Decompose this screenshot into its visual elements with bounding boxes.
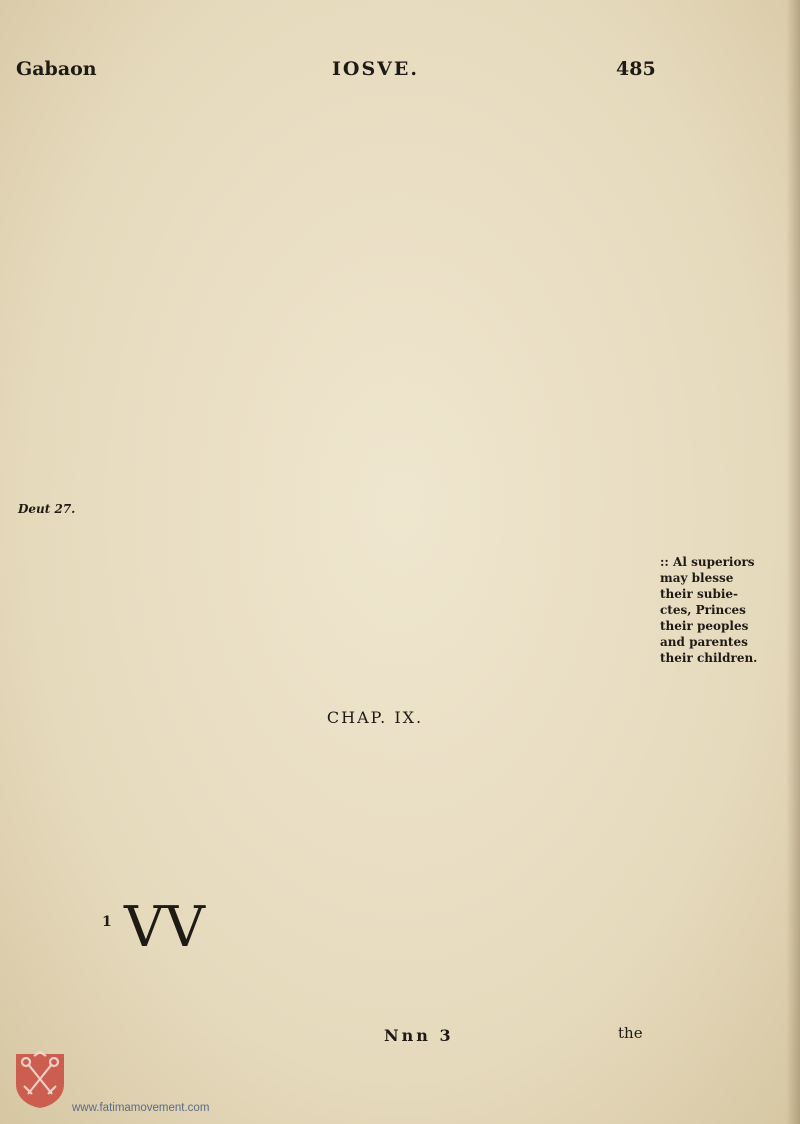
shield-logo-icon [12,1050,68,1110]
page-spine-shadow [786,0,800,1124]
marginal-note [660,554,785,666]
marginal-note-line: their children. [660,651,758,665]
margin-reference: Deut 27. [18,502,76,516]
marginal-note-line: :: Al superiors [660,555,755,569]
signature-mark: Nnn 3 [384,1026,454,1045]
marginal-note-line: ctes, Princes [660,603,746,617]
verse-number: 1 [102,914,112,930]
marginal-note-line: their peoples [660,619,749,633]
marginal-note-line: may blesse [660,571,734,585]
marginal-note-line: their subie- [660,587,739,601]
running-head-title: IOSVE. [332,58,419,80]
chapter-heading: CHAP. IX. [326,708,424,727]
drop-cap: VV [124,895,205,960]
running-head-left: Gabaon [16,58,97,80]
page-number: 485 [616,58,656,80]
catchword: the [618,1024,643,1042]
marginal-note-line: and parentes [660,635,748,649]
footer-url[interactable]: www.fatimamovement.com [72,1102,210,1114]
